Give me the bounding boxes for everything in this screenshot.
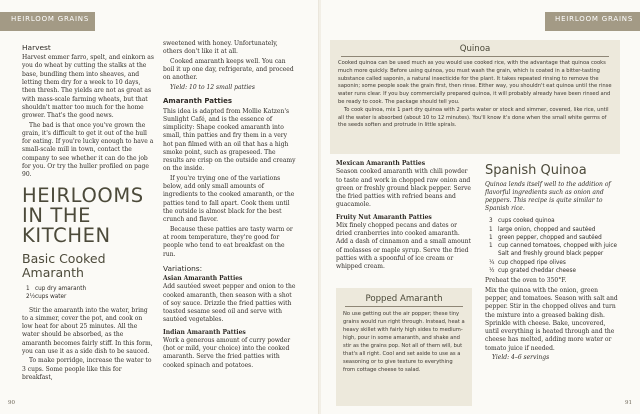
sidebar-title: Popped Amaranth [365,294,443,304]
sidebar-paragraph: To cook quinoa, mix 1 part dry quinoa with 2 parts water or stock and simmer, covered, like rice, until all the water is absorbed (about 10 to 12 minutes). You'll know it's done when the small white germs of the seeds soften and protrude in little spirals. [338,106,609,129]
ingredient-line: ½ cup grated cheddar cheese [489,268,577,274]
left-column-2 [163,40,296,371]
running-head: HEIRLOOM GRAINS [11,15,90,23]
page-number: 90 [8,400,15,406]
harvest-heading: Harvest [22,43,51,52]
method-paragraph: Stir the amaranth into the water, bring to a simmer, cover the pot, and cook on low heat for about 25 minutes. All the water should be absorbed, as the amaranth becomes fairly stiff. In this form, you can use it as a side dish to be sauced. [22,306,153,355]
body-paragraph: sweetened with honey. Unfortunately, others don't like it at all. [163,40,278,56]
ingredient-line: 1 cup canned tomatoes, chopped with juice [489,243,618,250]
recipe-subtitle: Quinoa lends itself well to the addition of flavorful ingredients such as onion and peppers. This recipe is quite similar to Spanish rice. [485,181,611,213]
patties-paragraph: If you're trying one of the variations below, add only small amounts of ingredients to the cooked amaranth, or the patties tend to fall apart. Cook them until the outside is almost black for the best crunch and flavor. [163,174,295,224]
right-column-2 [485,162,621,363]
right-page [321,0,640,414]
method-paragraph: To make porridge, increase the water to 3 cups. Some people like this for breakfast, [22,357,152,381]
harvest-paragraph: The bad is that once you've grown the grain, it's difficult to get it out of the hull for eating. If you're lucky enough to have a small-scale mill in town, contact the company to see whether it can do the job for you. Or try the huller profiled on page 90. [22,121,154,179]
sidebar-text [338,60,612,130]
recipe-title: Spanish Quinoa [485,163,587,178]
variations-heading: Variations: [163,263,203,273]
popped-amaranth-sidebar [336,288,472,406]
ingredient-line: Salt and freshly ground black pepper [498,251,604,258]
quinoa-sidebar [330,40,620,154]
running-head: HEIRLOOM GRAINS [555,15,634,23]
sidebar-title: Quinoa [459,44,491,54]
page-number: 91 [625,400,632,406]
variation-text: Mix finely chopped pecans and dates or dried cranberries into cooked amaranth. Add a dash of cinnamon and a small amount of molasses or maple syrup. Serve the fried patties with a spoonful of ice cream or whipped cream. [336,221,471,271]
ingredient-line: 1 large onion, chopped and sautéed [489,226,596,233]
sidebar-rule [345,306,462,307]
ingredient-line: 2½ cups water [26,294,67,301]
running-head-band [545,12,640,31]
body-paragraph: Cooked amaranth keeps well. You can boil it up one day, refrigerate, and proceed on another. [163,57,294,82]
variation-text: Add sautéed sweet pepper and onion to the cooked amaranth, then season with a shot of soy sauce. Drizzle the fried patties with toasted sesame seed oil and serve with sautéed vegetables. [163,283,296,324]
yield-line: Yield: 4–6 servings [492,354,550,362]
variation-text: Season cooked amaranth with chili powder to taste and work in chopped raw onion and green or freshly ground black pepper. Serve the fried patties with refried beans and guacamole. [336,168,471,209]
ingredient-line: 3 cups cooked quinoa [489,218,555,225]
sidebar-text: No use getting out the air popper; these tiny grains would run right through. Instead, heat a heavy skillet with fairly high sides to medium-high, pour in some amaranth, and shake and stir as the grains pop. Not all of them will, but that's all right. Cool and set aside to use as a seasoning or to give texture to everything from cottage cheese to salad. [343,311,465,374]
preheat-line: Preheat the oven to 350°F. [485,277,567,285]
variation-heading: Fruity Nut Amaranth Patties [336,213,432,221]
right-column-1 [336,160,472,273]
variation-text: Work a generous amount of curry powder (hot or mild, your choice) into the cooked amaranth. Serve the fried patties with cooked spinach and potatoes. [163,336,291,369]
left-column-1 [22,40,154,383]
ingredient-line: 1 green pepper, chopped and sautéed [489,234,602,241]
recipe-title: Basic Cooked Amaranth [22,251,106,280]
ingredient-line: 1 cup dry amaranth [26,286,87,293]
patties-heading: Amaranth Patties [163,96,233,105]
chapter-title: HEIRLOOMS IN THE KITCHEN [22,184,144,248]
variation-heading: Mexican Amaranth Patties [336,160,426,167]
yield-line: Yield: 10 to 12 small patties [170,83,255,91]
variation-heading: Asian Amaranth Patties [163,275,243,282]
left-page [0,0,319,414]
ingredient-line: ¼ cup chopped ripe olives [489,259,566,266]
patties-paragraph: Because these patties are tasty warm or at room temperature, they're good for people who tend to eat breakfast on the run. [163,225,293,258]
method-paragraph: Mix the quinoa with the onion, green pepper, and tomatoes. Season with salt and pepper. Stir in the chopped olives and turn the mixture into a greased baking dish. Sprinkle with cheese. Bake, uncovered, until everything is heated through and the cheese has melted, adding more water or tomato juice if needed. [485,286,618,352]
variation-heading: Indian Amaranth Patties [163,328,246,336]
patties-paragraph: This idea is adapted from Mollie Katzen's Sunlight Café, and is the essence of simplicity: Shape cooked amaranth into small, thin patties and fry them in a very hot pan filmed with an oil that has a high smoke point, such as grapeseed. The results are crisp on the outside and creamy on the inside. [163,107,296,173]
sidebar-paragraph: Cooked quinoa can be used much as you would use cooked rice, with the advantage that quinoa cooks much more quickly. Before using quinoa, you must wash the grain, which is coated in a bitter-tasting substance called saponin, a natural insecticide for the plant. It takes repeated rinsing to remove the saponin; some people soak the grain first, then rinse. Either way, you shouldn't eat quinoa until the rinse water runs clear. If you buy commercially prepared quinoa, it will probably already have been rinsed and be ready to cook. The package should tell you. [338,60,612,105]
harvest-paragraph: Harvest emmer farro, spelt, and einkorn as you do wheat by cutting the stalks at the base, bundling them into sheaves, and letting them dry for a week to 10 days, then thresh. The yields are not as great as with mass-scale farming wheats, but that shouldn't matter too much for the home grower. That's the good news. [22,54,154,120]
sidebar-rule [341,56,610,57]
running-head-band [0,12,95,31]
